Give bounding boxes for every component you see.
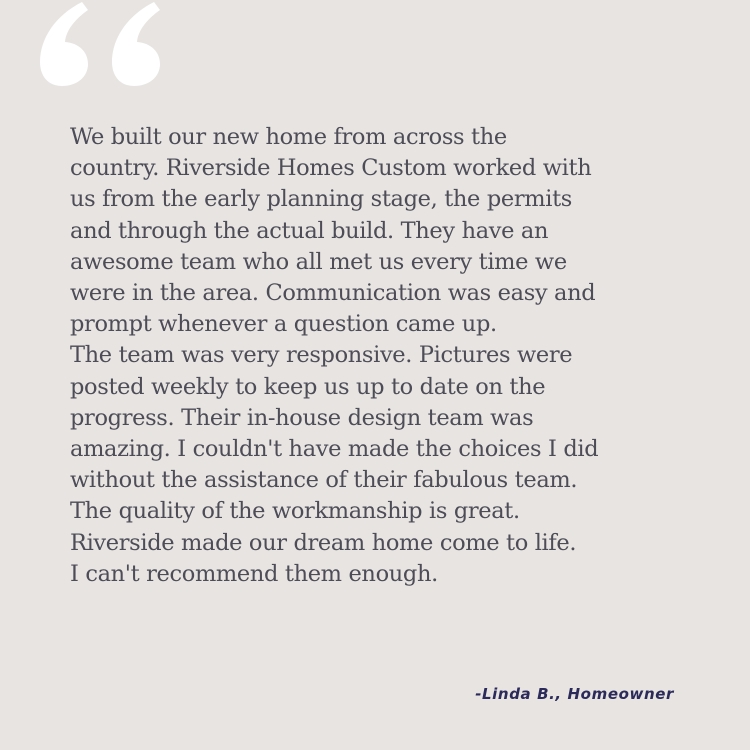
testimonial-line: I can't recommend them enough.: [70, 560, 438, 587]
testimonial-line: and through the actual build. They have an: [70, 217, 549, 244]
opening-quotation-mark-icon: [38, 0, 178, 95]
testimonial-text: [70, 122, 720, 590]
testimonial-line: were in the area. Communication was easy and: [70, 280, 596, 307]
testimonial-line: We built our new home from across the: [70, 124, 507, 150]
testimonial-line: prompt whenever a question came up.: [70, 311, 497, 338]
testimonial-attribution: -Linda B., Homeowner: [475, 685, 674, 703]
testimonial-line: posted weekly to keep us up to date on the: [70, 373, 546, 400]
testimonial-line: Riverside made our dream home come to life.: [70, 529, 577, 556]
testimonial-line: country. Riverside Homes Custom worked with: [70, 155, 592, 182]
testimonial-line: without the assistance of their fabulous team.: [70, 467, 578, 494]
testimonial-line: The quality of the workmanship is great.: [70, 498, 520, 525]
testimonial-line: progress. Their in-house design team was: [70, 404, 534, 431]
testimonial-line: us from the early planning stage, the permits: [70, 186, 572, 213]
testimonial-line: amazing. I couldn't have made the choices I did: [70, 436, 599, 463]
testimonial-line: The team was very responsive. Pictures were: [70, 342, 573, 369]
testimonial-line: awesome team who all met us every time we: [70, 248, 567, 275]
